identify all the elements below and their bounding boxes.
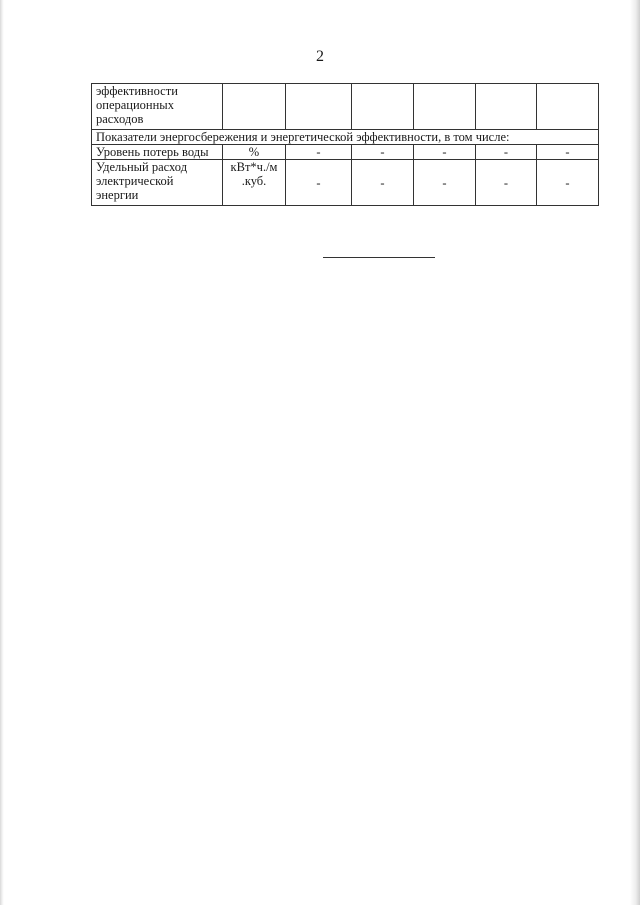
table-row-continuation	[92, 84, 599, 130]
page-number: 2	[316, 48, 324, 65]
value-cell: -	[352, 145, 414, 160]
value-cell: -	[476, 160, 537, 206]
empty-cell	[286, 84, 352, 130]
unit-cell: %	[223, 145, 286, 160]
empty-cell	[352, 84, 414, 130]
value-cell: -	[352, 160, 414, 206]
value-cell: -	[286, 145, 352, 160]
indicators-table	[91, 83, 599, 206]
table-row-water-loss	[92, 145, 599, 160]
value-cell: -	[537, 145, 599, 160]
row-label-energy: Удельный расход электрической энергии	[92, 160, 223, 206]
row-label-water-loss: Уровень потерь воды	[92, 145, 223, 160]
empty-cell	[414, 84, 476, 130]
scan-edge-right	[630, 0, 640, 905]
value-cell: -	[537, 160, 599, 206]
scan-edge-left	[0, 0, 4, 905]
section-header: Показатели энергосбережения и энергетической эффективности, в том числе:	[92, 130, 599, 145]
value-cell: -	[414, 145, 476, 160]
empty-cell	[537, 84, 599, 130]
value-cell: -	[476, 145, 537, 160]
table-row-section-header	[92, 130, 599, 145]
value-cell: -	[286, 160, 352, 206]
value-cell: -	[414, 160, 476, 206]
empty-cell	[476, 84, 537, 130]
unit-cell: кВт*ч./м .куб.	[223, 160, 286, 206]
table-row-energy	[92, 160, 599, 206]
row-label-operational-expenses: эффективности операционных расходов	[92, 84, 223, 130]
end-of-document-rule	[323, 257, 435, 258]
empty-cell	[223, 84, 286, 130]
